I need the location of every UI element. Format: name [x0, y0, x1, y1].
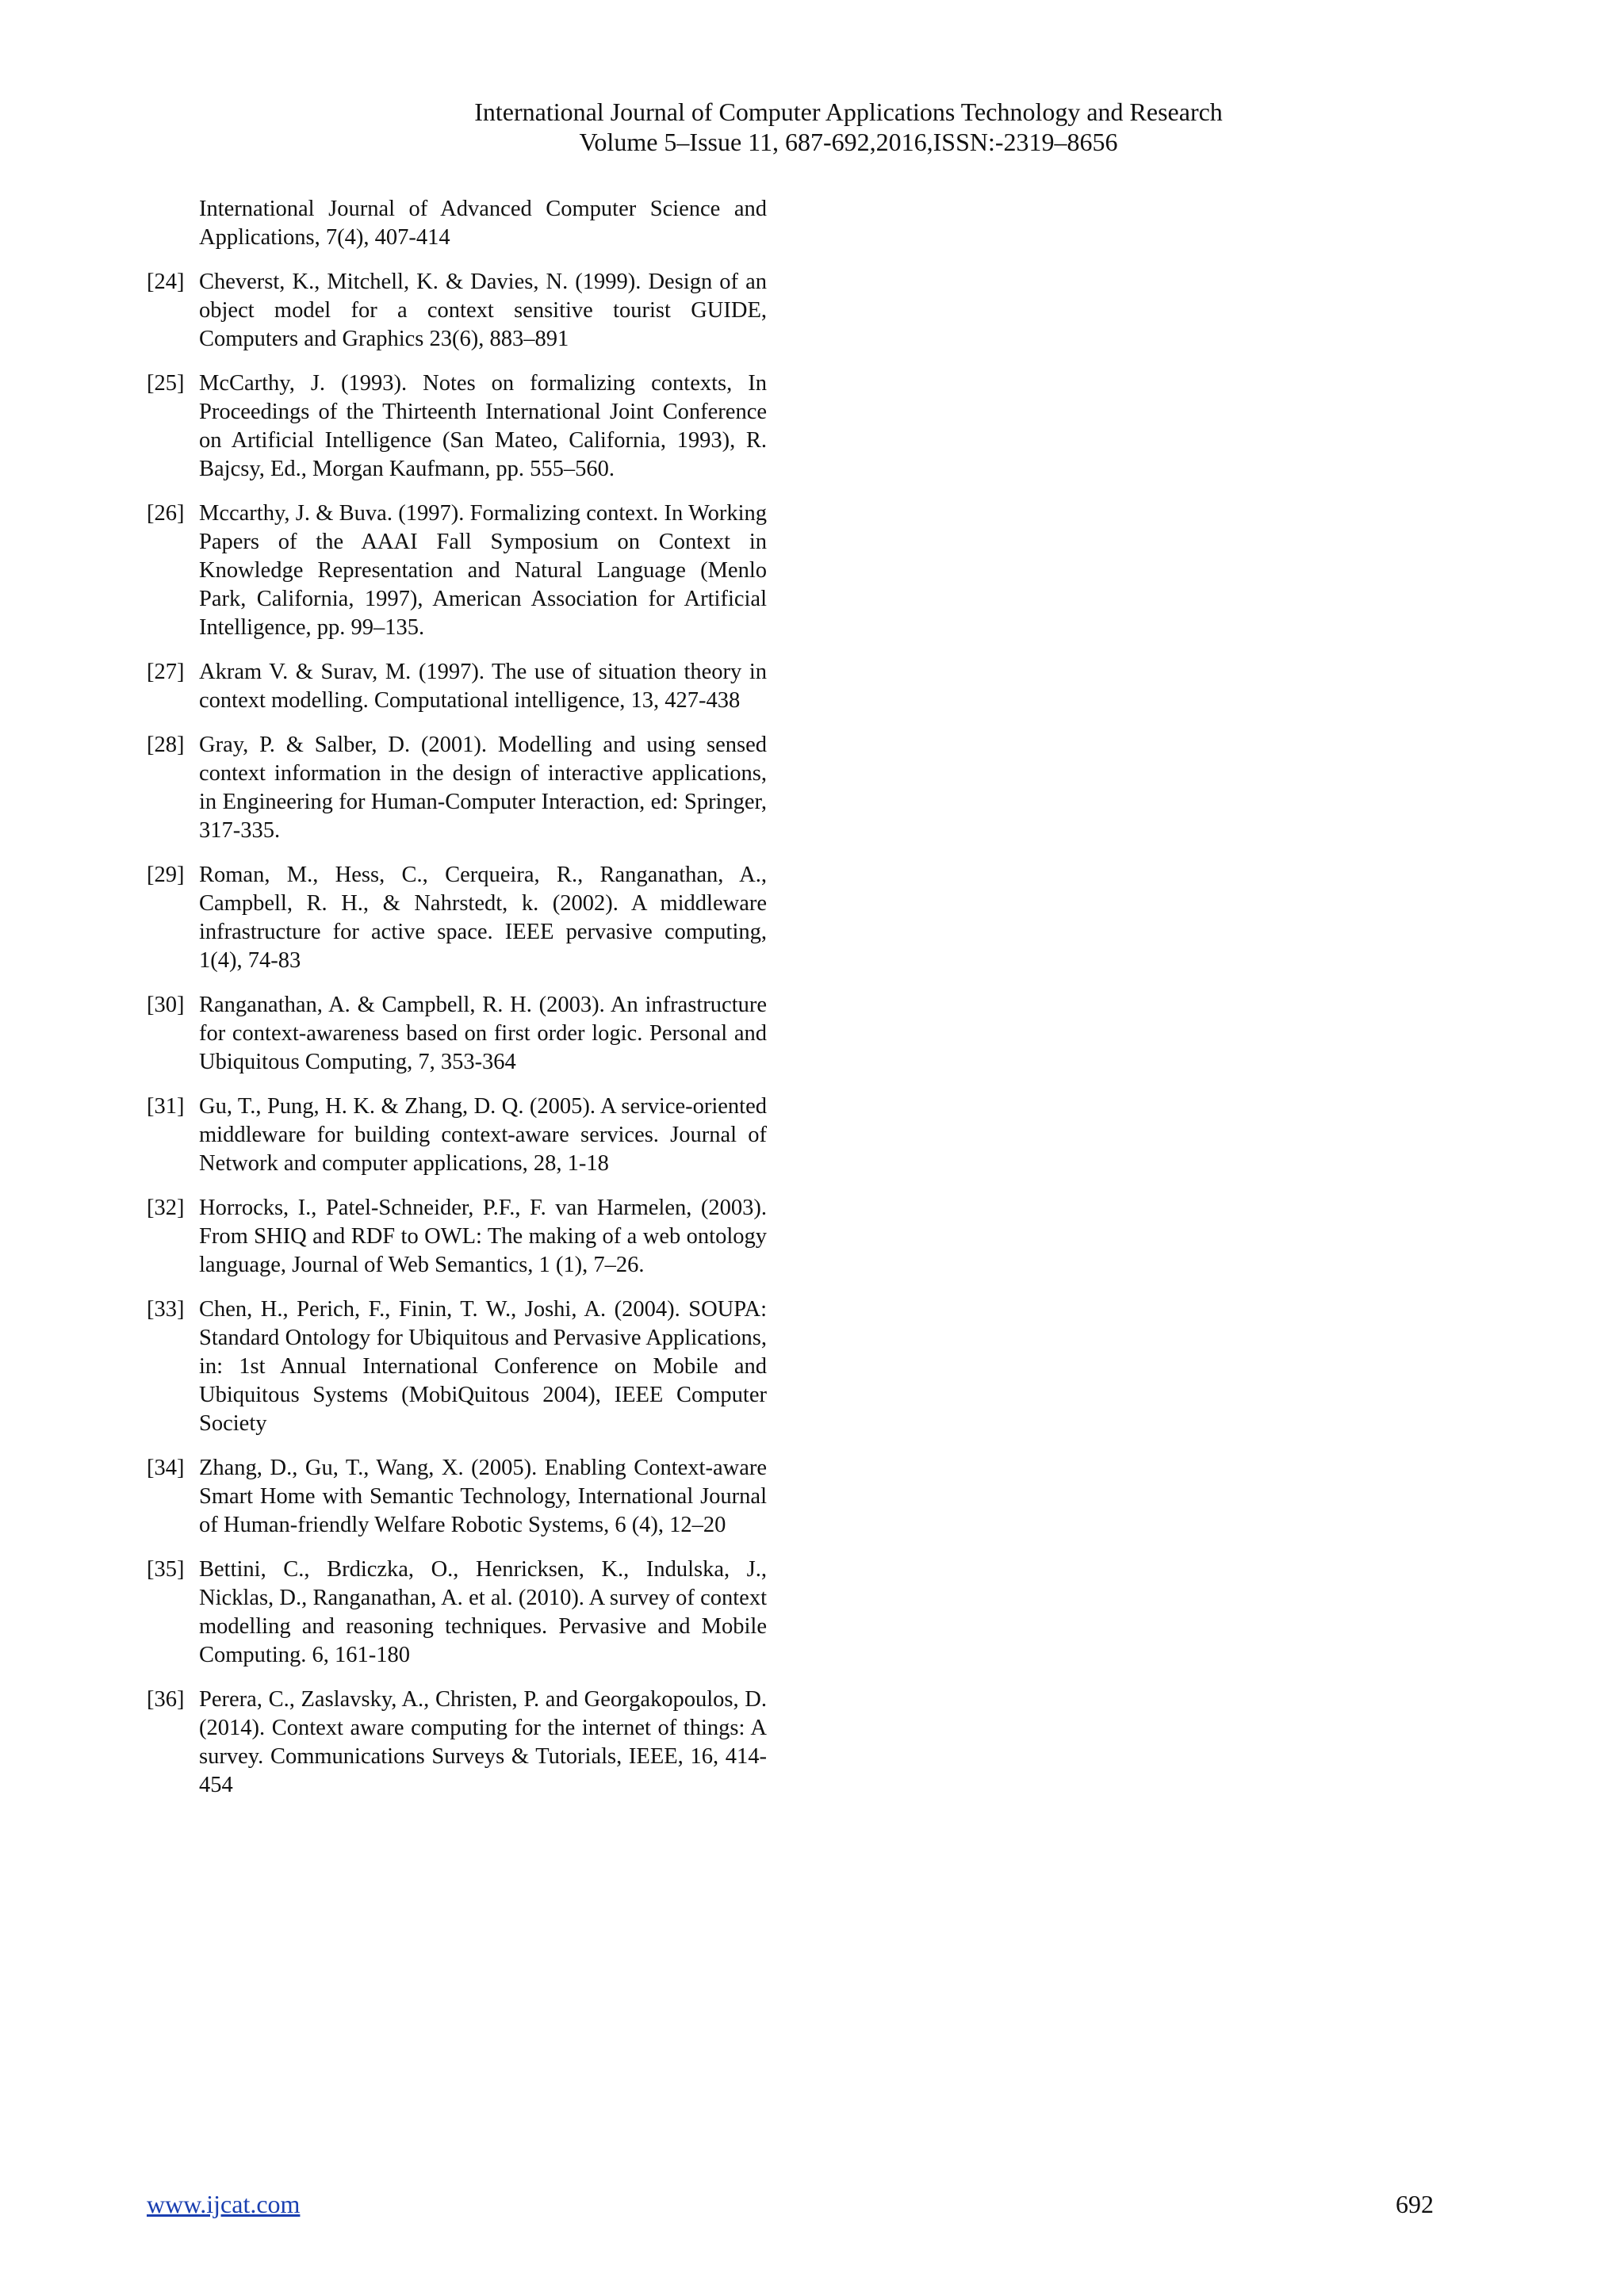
reference-number: [35]	[147, 1557, 185, 1582]
reference-number: [28]	[147, 733, 185, 757]
reference-number: [30]	[147, 993, 185, 1017]
reference-item	[147, 731, 767, 845]
reference-item	[147, 861, 767, 975]
reference-item	[147, 991, 767, 1077]
reference-item	[147, 499, 767, 642]
reference-number: [36]	[147, 1687, 185, 1712]
reference-text: Akram V. & Surav, M. (1997). The use of situation theory in context modelling. Computational intelligence, 13, 427-438	[199, 660, 767, 713]
journal-volume-info: Volume 5–Issue 11, 687-692,2016,ISSN:-2319–8656	[579, 128, 1118, 156]
reference-item	[147, 369, 767, 484]
reference-text: Bettini, C., Brdiczka, O., Henricksen, K., Indulska, J., Nicklas, D., Ranganathan, A. et al. (2010). A survey of context modelling and reasoning techniques. Pervasive and Mobile Computing. 6, 161-180	[199, 1557, 767, 1667]
reference-item	[147, 658, 767, 715]
reference-text: Ranganathan, A. & Campbell, R. H. (2003). An infrastructure for context-awareness based on first order logic. Personal and Ubiquitous Computing, 7, 353-364	[199, 993, 767, 1074]
reference-text: Mccarthy, J. & Buva. (1997). Formalizing context. In Working Papers of the AAAI Fall Symposium on Context in Knowledge Representation and Natural Language (Menlo Park, California, 1997), American Association for Artificial Intelligence, pp. 99–135.	[199, 501, 767, 640]
journal-title: International Journal of Computer Applications Technology and Research	[474, 98, 1223, 126]
reference-text: Gu, T., Pung, H. K. & Zhang, D. Q. (2005). A service-oriented middleware for building context-aware services. Journal of Network and computer applications, 28, 1-18	[199, 1094, 767, 1176]
reference-list	[147, 195, 767, 1816]
reference-item	[147, 1093, 767, 1178]
reference-text: Zhang, D., Gu, T., Wang, X. (2005). Enabling Context-aware Smart Home with Semantic Technology, International Journal of Human-friendly Welfare Robotic Systems, 6 (4), 12–20	[199, 1456, 767, 1537]
reference-text: McCarthy, J. (1993). Notes on formalizing contexts, In Proceedings of the Thirteenth International Joint Conference on Artificial Intelligence (San Mateo, California, 1993), R. Bajcsy, Ed., Morgan Kaufmann, pp. 555–560.	[199, 371, 767, 481]
reference-text: Chen, H., Perich, F., Finin, T. W., Joshi, A. (2004). SOUPA: Standard Ontology for Ubiquitous and Pervasive Applications, in: 1st Annual International Conference on Mobile and Ubiquitous Systems (MobiQuitous 2004), IEEE Computer Society	[199, 1297, 767, 1436]
reference-number: [32]	[147, 1196, 185, 1220]
reference-text: Roman, M., Hess, C., Cerqueira, R., Ranganathan, A., Campbell, R. H., & Nahrstedt, k. (2002). A middleware infrastructure for active space. IEEE pervasive computing, 1(4), 74-83	[199, 863, 767, 973]
reference-text: Cheverst, K., Mitchell, K. & Davies, N. (1999). Design of an object model for a context sensitive tourist GUIDE, Computers and Graphics 23(6), 883–891	[199, 270, 767, 351]
reference-number: [29]	[147, 863, 185, 887]
reference-number: [24]	[147, 270, 185, 294]
reference-number: [33]	[147, 1297, 185, 1322]
reference-item	[147, 1295, 767, 1438]
reference-number: [25]	[147, 371, 185, 396]
page-number: 692	[1396, 2190, 1434, 2218]
reference-continuation: International Journal of Advanced Computer Science and Applications, 7(4), 407-414	[199, 197, 767, 250]
reference-text: Horrocks, I., Patel-Schneider, P.F., F. van Harmelen, (2003). From SHIQ and RDF to OWL: The making of a web ontology language, Journal of Web Semantics, 1 (1), 7–26.	[199, 1196, 767, 1277]
reference-item	[147, 1454, 767, 1540]
reference-number: [31]	[147, 1094, 185, 1119]
journal-header	[333, 97, 1364, 157]
website-link[interactable]: www.ijcat.com	[147, 2190, 301, 2218]
reference-item	[147, 1194, 767, 1280]
reference-text: Gray, P. & Salber, D. (2001). Modelling and using sensed context information in the design of interactive applications, in Engineering for Human-Computer Interaction, ed: Springer, 317-335.	[199, 733, 767, 843]
reference-text: Perera, C., Zaslavsky, A., Christen, P. and Georgakopoulos, D. (2014). Context aware computing for the internet of things: A survey. Communications Surveys & Tutorials, IEEE, 16, 414-454	[199, 1687, 767, 1797]
reference-item	[147, 268, 767, 354]
reference-number: [34]	[147, 1456, 185, 1480]
reference-item	[147, 1686, 767, 1800]
reference-item	[147, 1556, 767, 1670]
reference-number: [27]	[147, 660, 185, 684]
reference-number: [26]	[147, 501, 185, 526]
